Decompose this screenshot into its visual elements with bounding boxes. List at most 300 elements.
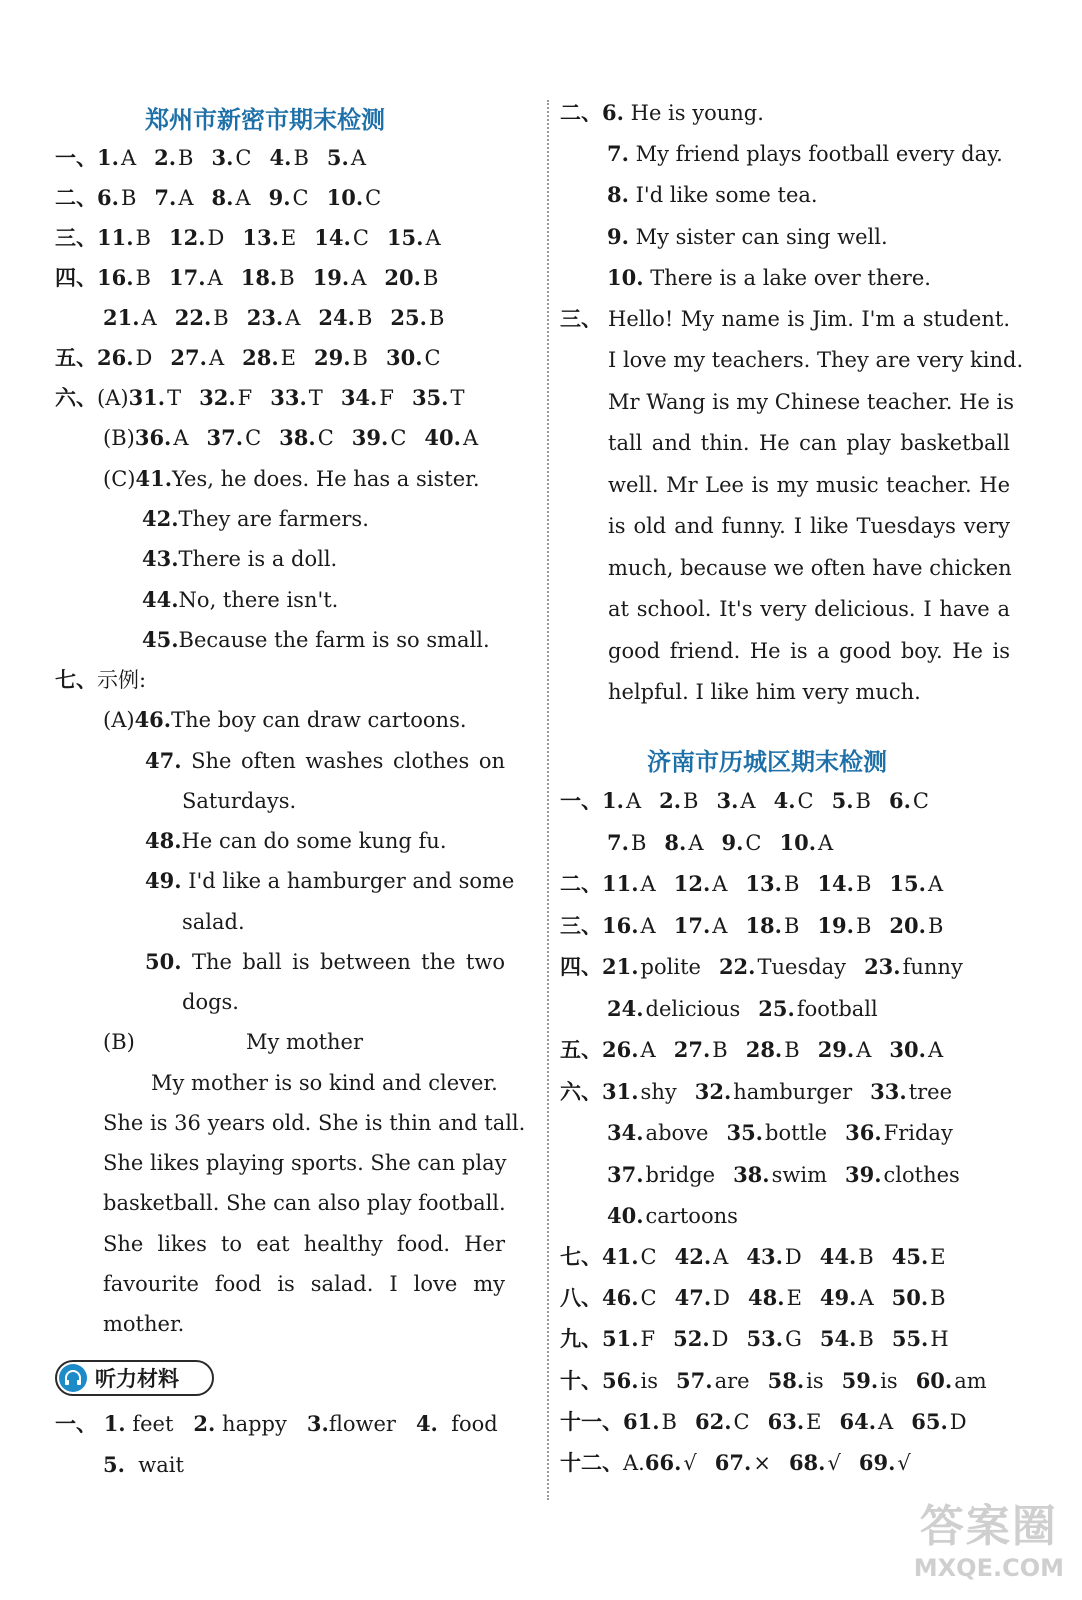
- question-number: 10.: [326, 185, 364, 210]
- answer-item: [602, 786, 641, 816]
- answer-value: B: [135, 226, 151, 250]
- question-number: 22.: [718, 954, 756, 979]
- answer-item: [870, 1077, 952, 1107]
- answer-item: [892, 1283, 946, 1313]
- answer-item: [832, 786, 871, 816]
- answer-value: A: [712, 914, 728, 938]
- answer-item: [675, 1283, 730, 1313]
- question-number: 15.: [386, 225, 424, 250]
- question-number: 49.: [819, 1285, 857, 1310]
- question-number: 18.: [240, 265, 278, 290]
- answer-value: A: [818, 831, 834, 855]
- answer-value: C: [640, 1245, 657, 1269]
- answer-value: Tuesday: [757, 955, 847, 979]
- answer-item: [269, 183, 309, 213]
- question-number: 2.: [154, 145, 177, 170]
- question-number: 27.: [170, 345, 207, 370]
- answer-item: [270, 383, 323, 413]
- answer-value: C: [390, 426, 407, 450]
- passage-line: Hello! My name is Jim. I'm a student.: [608, 307, 1010, 331]
- answer-item: [169, 263, 223, 293]
- question-number: 30.: [889, 1037, 926, 1062]
- answer-line: Saturdays.: [182, 789, 297, 813]
- answer-value: C: [797, 789, 814, 813]
- answer-value: T: [450, 386, 465, 410]
- answer-value: A: [712, 872, 728, 896]
- answer-value: funny: [902, 955, 963, 979]
- question-number: 42.: [674, 1244, 712, 1269]
- answer-item: [768, 1366, 824, 1396]
- answer-value: B: [352, 346, 368, 370]
- answer-item: [97, 223, 151, 253]
- answer-value: B: [661, 1410, 677, 1434]
- answer-item: [623, 1407, 677, 1437]
- answer-item: [747, 1324, 802, 1354]
- answer-line: 8. I'd like some tea.: [607, 182, 818, 207]
- answer-item: [327, 183, 382, 213]
- answer-value: A: [208, 346, 225, 370]
- answer-item: [318, 303, 372, 333]
- question-number: 34.: [607, 1120, 644, 1145]
- answer-line: 七、示例:: [55, 668, 147, 692]
- question-number: 43.: [746, 1244, 783, 1269]
- answer-item: [845, 1160, 960, 1190]
- answer-value: A: [856, 1038, 872, 1062]
- answer-item: [211, 143, 251, 173]
- answer-value: A: [740, 789, 756, 813]
- answer-row: [607, 1118, 971, 1148]
- answer-value: D: [949, 1410, 967, 1434]
- answer-item: [412, 383, 465, 413]
- question-number: 15.: [889, 871, 926, 896]
- answer-item: [716, 786, 755, 816]
- answer-item: [840, 1407, 894, 1437]
- answer-row: 十二、A.66.√ 67.× 68.√ 69.√: [560, 1448, 929, 1478]
- answer-value: A: [425, 226, 441, 250]
- question-number: 7.: [607, 830, 629, 855]
- question-number: 11.: [602, 871, 639, 896]
- passage-line: is old and funny. I like Tuesdays very: [608, 514, 1010, 538]
- answer-value: A: [207, 266, 223, 290]
- question-number: 68.: [788, 1450, 826, 1475]
- answer-value: B: [855, 914, 872, 938]
- question-number: 4.: [773, 788, 796, 813]
- question-number: 48.: [748, 1285, 785, 1310]
- answer-value: F: [379, 386, 394, 410]
- question-number: 16.: [602, 913, 639, 938]
- answer-row: 十一、61.B 62.C 63.E 64.A 65.D: [560, 1407, 985, 1437]
- answer-value: E: [806, 1410, 822, 1434]
- question-number: 14.: [314, 225, 351, 250]
- answer-row: 四、21.polite 22.Tuesday 23.funny: [560, 952, 981, 982]
- answer-line: 一、 1. feet 2. happy 3.flower 4. food: [55, 1411, 498, 1436]
- answer-row: [607, 828, 851, 858]
- answer-item: [169, 223, 224, 253]
- question-number: 18.: [745, 913, 782, 938]
- answer-item: [154, 183, 193, 213]
- question-number: 25.: [758, 996, 795, 1021]
- answer-item: [746, 1035, 800, 1065]
- answer-item: [695, 1077, 852, 1107]
- question-number: 9.: [721, 830, 744, 855]
- answer-item: [241, 263, 295, 293]
- question-number: 26.: [602, 1037, 639, 1062]
- answer-value: B: [927, 914, 944, 938]
- answer-item: [602, 952, 701, 982]
- question-number: 40.: [607, 1203, 644, 1228]
- question-number: 33.: [870, 1079, 907, 1104]
- answer-row: 二、11.A 12.A 13.B 14.B 15.A: [560, 869, 961, 899]
- question-number: 26.: [97, 345, 134, 370]
- answer-item: [135, 423, 189, 453]
- answer-value: √: [897, 1451, 911, 1475]
- answer-value: T: [308, 386, 323, 410]
- answer-value: A: [462, 426, 479, 450]
- answer-row: 三、11.B 12.D 13.E 14.C 15.A: [55, 223, 459, 253]
- answer-item: [889, 911, 943, 941]
- answer-value: A: [640, 872, 656, 896]
- answer-value: C: [365, 186, 382, 210]
- answer-line: 43.There is a doll.: [142, 546, 338, 571]
- answer-value: B: [120, 186, 137, 210]
- answer-value: C: [292, 186, 309, 210]
- answer-row: 二、6.B 7.A 8.A 9.C 10.C: [55, 183, 399, 213]
- answer-item: [817, 869, 871, 899]
- question-number: 31.: [128, 385, 166, 410]
- answer-item: [676, 1366, 750, 1396]
- question-number: 11.: [97, 225, 134, 250]
- answer-value: is: [640, 1369, 659, 1393]
- answer-item: [780, 828, 834, 858]
- question-number: 4.: [269, 145, 292, 170]
- answer-item: [748, 1283, 802, 1313]
- answer-item: [607, 1201, 738, 1231]
- question-number: 41.: [602, 1244, 639, 1269]
- answer-item: [695, 1407, 750, 1437]
- question-number: 62.: [694, 1409, 732, 1434]
- question-number: 24.: [607, 996, 644, 1021]
- question-number: 31.: [602, 1079, 639, 1104]
- answer-item: [607, 994, 740, 1024]
- answer-value: D: [711, 1327, 729, 1351]
- answer-item: [387, 223, 441, 253]
- question-number: 38.: [733, 1162, 770, 1187]
- answer-item: [247, 303, 301, 333]
- answer-item: [242, 223, 296, 253]
- answer-item: [746, 1242, 801, 1272]
- answer-item: [607, 1118, 708, 1148]
- answer-line: (B): [103, 1030, 135, 1054]
- answer-item: [674, 911, 728, 941]
- question-number: 50.: [891, 1285, 929, 1310]
- question-number: 29.: [314, 345, 351, 370]
- answer-value: A: [285, 306, 301, 330]
- answer-value: C: [745, 831, 762, 855]
- answer-item: [602, 1324, 655, 1354]
- answer-value: B: [293, 146, 309, 170]
- question-number: 9.: [268, 185, 291, 210]
- answer-item: [733, 1160, 827, 1190]
- answer-value: A: [688, 831, 704, 855]
- answer-row: 九、51.F 52.D 53.G 54.B 55.H: [560, 1324, 967, 1354]
- passage-line: at school. It's very delicious. I have a: [608, 597, 1010, 621]
- answer-item: [602, 869, 656, 899]
- answer-value: C: [733, 1410, 750, 1434]
- question-number: 36.: [845, 1120, 882, 1145]
- answer-item: [384, 263, 438, 293]
- answer-item: [270, 143, 309, 173]
- answer-item: [745, 911, 799, 941]
- answer-value: are: [714, 1369, 750, 1393]
- answer-value: T: [167, 386, 182, 410]
- answer-row: 五、26.A 27.B 28.B 29.A 30.A: [560, 1035, 961, 1065]
- answer-item: [341, 383, 394, 413]
- answer-line: dogs.: [182, 990, 239, 1014]
- answer-value: B: [356, 306, 373, 330]
- question-number: 47.: [674, 1285, 712, 1310]
- answer-row: [103, 303, 462, 333]
- answer-value: tree: [908, 1080, 953, 1104]
- question-number: 3.: [716, 788, 739, 813]
- answer-value: B: [178, 146, 194, 170]
- answer-item: [892, 1324, 949, 1354]
- answer-item: [845, 1118, 953, 1148]
- question-number: 51.: [602, 1326, 639, 1351]
- answer-value: A: [640, 914, 656, 938]
- answer-item: [892, 1242, 946, 1272]
- answer-item: [719, 952, 846, 982]
- answer-value: B: [683, 789, 699, 813]
- question-number: 32.: [199, 385, 236, 410]
- answer-value: A: [858, 1286, 874, 1310]
- listening-material-badge: 听力材料: [55, 1360, 214, 1396]
- answer-item: [327, 143, 366, 173]
- answer-item: [664, 828, 703, 858]
- answer-value: A: [173, 426, 189, 450]
- answer-item: [97, 263, 151, 293]
- answer-value: B: [783, 872, 800, 896]
- answer-line: 9. My sister can sing well.: [607, 224, 888, 249]
- question-number: 28.: [242, 345, 279, 370]
- answer-line: 50. The ball is between the two: [145, 949, 505, 974]
- answer-value: E: [280, 226, 297, 250]
- question-number: 17.: [168, 265, 206, 290]
- answer-value: bridge: [645, 1163, 716, 1187]
- answer-value: football: [796, 997, 878, 1021]
- answer-item: [774, 786, 814, 816]
- answer-item: [674, 1035, 728, 1065]
- essay-line: She likes to eat healthy food. Her: [103, 1232, 505, 1256]
- question-number: 12.: [673, 871, 711, 896]
- answer-value: D: [784, 1245, 802, 1269]
- essay-title: My mother: [246, 1030, 364, 1054]
- answer-value: is: [880, 1369, 898, 1393]
- answer-item: [242, 343, 296, 373]
- answer-line: 45.Because the farm is so small.: [142, 627, 490, 652]
- passage-line: I love my teachers. They are very kind.: [608, 348, 1024, 372]
- answer-item: [602, 1035, 656, 1065]
- answer-item: [768, 1407, 822, 1437]
- answer-value: H: [930, 1327, 949, 1351]
- question-number: 67.: [714, 1450, 752, 1475]
- question-number: 33.: [270, 385, 307, 410]
- answer-line: 47. She often washes clothes on: [145, 748, 505, 773]
- answer-item: [842, 1366, 898, 1396]
- question-number: 27.: [673, 1037, 711, 1062]
- section-title-zhengzhou: 郑州市新密市期末检测: [145, 106, 385, 134]
- question-number: 46.: [602, 1285, 639, 1310]
- answer-line: 44.No, there isn't.: [142, 587, 339, 612]
- answer-value: B: [279, 266, 295, 290]
- passage-line: good friend. He is a good boy. He is: [608, 639, 1010, 663]
- essay-line: My mother is so kind and clever.: [151, 1071, 498, 1095]
- essay-line: mother.: [103, 1312, 185, 1336]
- answer-value: B: [855, 872, 872, 896]
- answer-row: 十、56.is 57.are 58.is 59.is 60.am: [560, 1366, 1005, 1396]
- answer-row: [607, 1160, 978, 1190]
- answer-value: clothes: [883, 1163, 960, 1187]
- answer-value: cartoons: [645, 1204, 738, 1228]
- question-number: 52.: [673, 1326, 710, 1351]
- question-number: 64.: [839, 1409, 877, 1434]
- answer-item: [602, 1077, 677, 1107]
- answer-value: A: [178, 186, 194, 210]
- answer-item: [424, 423, 478, 453]
- question-number: 21.: [602, 954, 639, 979]
- answer-item: [645, 1448, 697, 1478]
- answer-value: C: [317, 426, 334, 450]
- answer-item: [602, 1283, 657, 1313]
- question-number: 17.: [673, 913, 711, 938]
- answer-row: 一、1.A 2.B 3.C 4.B 5.A: [55, 143, 384, 173]
- answer-item: [602, 911, 656, 941]
- answer-value: √: [683, 1451, 697, 1475]
- answer-value: F: [237, 386, 253, 410]
- question-number: 37.: [206, 425, 244, 450]
- answer-value: A: [640, 1038, 656, 1062]
- answer-item: [97, 143, 136, 173]
- question-number: 30.: [385, 345, 423, 370]
- question-number: 22.: [174, 305, 212, 330]
- answer-item: [390, 303, 444, 333]
- answer-item: [314, 223, 369, 253]
- answer-row: 六、31.shy 32.hamburger 33.tree: [560, 1077, 970, 1107]
- answer-row: 四、16.B 17.A 18.B 19.A 20.B: [55, 263, 456, 293]
- answer-item: [279, 423, 334, 453]
- question-number: 65.: [911, 1409, 948, 1434]
- answer-item: [175, 303, 229, 333]
- answer-item: [97, 183, 136, 213]
- answer-value: B: [428, 306, 445, 330]
- answer-value: A: [713, 1245, 729, 1269]
- answer-value: D: [135, 346, 153, 370]
- question-number: 53.: [746, 1326, 784, 1351]
- question-number: 37.: [607, 1162, 644, 1187]
- question-number: 8.: [664, 830, 687, 855]
- answer-value: C: [424, 346, 441, 370]
- answer-value: B: [855, 789, 871, 813]
- answer-value: E: [930, 1245, 946, 1269]
- answer-row: [607, 1201, 756, 1231]
- answer-value: delicious: [645, 997, 741, 1021]
- answer-item: [817, 911, 871, 941]
- answer-item: [889, 869, 943, 899]
- answer-row: 七、41.C 42.A 43.D 44.B 45.E: [560, 1242, 964, 1272]
- answer-row: 八、46.C 47.D 48.E 49.A 50.B: [560, 1283, 964, 1313]
- answer-row: 一、1.A 2.B 3.A 4.C 5.B 6.C: [560, 786, 947, 816]
- answer-line: 二、6. He is young.: [560, 100, 764, 125]
- question-number: 57.: [676, 1368, 713, 1393]
- question-number: 23.: [864, 954, 901, 979]
- answer-item: [911, 1407, 966, 1437]
- question-number: 69.: [858, 1450, 896, 1475]
- question-number: 66.: [644, 1450, 682, 1475]
- question-number: 14.: [817, 871, 854, 896]
- answer-value: D: [713, 1286, 731, 1310]
- answer-item: [864, 952, 963, 982]
- answer-item: [199, 383, 252, 413]
- question-number: 6.: [97, 185, 119, 210]
- essay-line: favourite food is salad. I love my: [103, 1272, 505, 1296]
- answer-value: C: [245, 426, 262, 450]
- answer-value: C: [640, 1286, 657, 1310]
- question-number: 12.: [168, 225, 206, 250]
- answer-value: hamburger: [733, 1080, 853, 1104]
- question-number: 29.: [817, 1037, 855, 1062]
- answer-item: [715, 1448, 771, 1478]
- answer-value: F: [640, 1327, 656, 1351]
- answer-value: D: [207, 226, 225, 250]
- answer-value: shy: [640, 1080, 677, 1104]
- question-number: 38.: [279, 425, 316, 450]
- answer-item: [154, 143, 193, 173]
- answer-value: polite: [640, 955, 701, 979]
- answer-item: [859, 1448, 911, 1478]
- answer-item: [602, 1366, 658, 1396]
- essay-line: She likes playing sports. She can play: [103, 1151, 507, 1175]
- answer-value: A: [120, 146, 137, 170]
- answer-item: [103, 303, 157, 333]
- answer-row: 三、16.A 17.A 18.B 19.B 20.B: [560, 911, 961, 941]
- answer-item: [820, 1242, 874, 1272]
- answer-item: [820, 1283, 874, 1313]
- question-number: 32.: [694, 1079, 732, 1104]
- answer-line: (C)41.Yes, he does. He has a sister.: [103, 466, 480, 491]
- answer-value: G: [785, 1327, 802, 1351]
- question-number: 10.: [779, 830, 817, 855]
- answer-item: [207, 423, 262, 453]
- answer-item: [745, 869, 799, 899]
- answer-value: B: [712, 1038, 728, 1062]
- question-number: 2.: [659, 788, 682, 813]
- answer-item: [313, 263, 367, 293]
- answer-value: C: [235, 146, 252, 170]
- answer-value: bottle: [765, 1121, 828, 1145]
- answer-row: 六、(A)31.T 32.F 33.T 34.F 35.T: [55, 383, 483, 413]
- answer-item: [818, 1035, 872, 1065]
- answer-value: B: [422, 266, 439, 290]
- answer-value: ×: [753, 1451, 771, 1475]
- answer-value: is: [806, 1369, 824, 1393]
- answer-item: [129, 383, 182, 413]
- question-number: 19.: [817, 913, 854, 938]
- question-number: 59.: [841, 1368, 879, 1393]
- answer-value: E: [280, 346, 296, 370]
- question-number: 13.: [745, 871, 782, 896]
- answer-value: Friday: [883, 1121, 953, 1145]
- question-number: 54.: [819, 1326, 857, 1351]
- question-number: 8.: [211, 185, 234, 210]
